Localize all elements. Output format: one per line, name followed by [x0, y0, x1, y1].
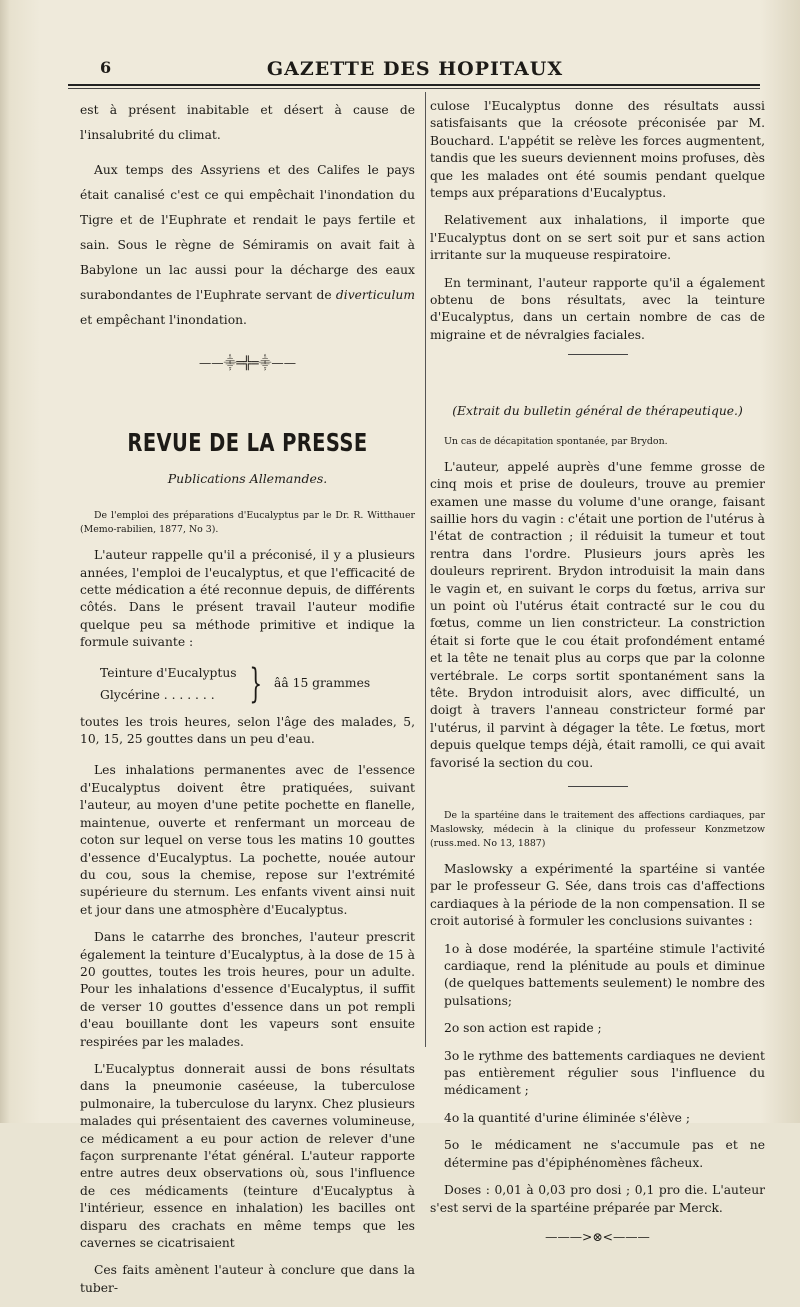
paragraph: Dans le catarrhe des bronches, l'auteur prescrit également la teinture d'Eucalyptus, à la dose de 15 à 20 gouttes, toutes les trois heures, pour un adulte. Pour les inhalations d'essence d'Eucalyptus, il suffit de verser 10 gouttes d'essence dans un pot rempli d'eau bouillante dont les vapeurs sont ensuite respirées par les malades. — [80, 930, 415, 1049]
paragraph: Doses : 0,01 à 0,03 pro dosi ; 0,1 pro die. L'auteur s'est servi de la spartéine préparée par Merck. — [430, 1183, 765, 1215]
section-subtitle: Publications Allemandes. — [167, 470, 328, 486]
article-reference: Un cas de décapitation spontanée, par Brydon. — [444, 435, 668, 447]
ornament-divider: ———>⊗<——— — [545, 1229, 650, 1244]
formula-dose: ââ 15 grammes — [274, 675, 371, 690]
formula-line: Teinture d'Eucalyptus — [100, 665, 237, 680]
paragraph: L'Eucalyptus donnerait aussi de bons résultats dans la pneumonie caséeuse, la tuberculose pulmonaire, la tuberculose du larynx. Chez plusieurs malades qui présentaient des cavernes volumineuse, ce médicament a eu pour action de relever d'une façon surprenante l'état général. L'auteur rapporte entre autres deux observations où, sous l'influence de ces médicaments (teinture d'Eucalyptus à l'intérieur, essence en inhalation) les bacilles ont disparu des crachats en même temps que les cavernes se cicatrisaient — [80, 1061, 415, 1251]
paragraph: Maslowsky a expérimenté la spartéine si vantée par le professeur G. Sée, dans trois cas d'affections cardiaques à la période de la non compensation. Il se croit autorisé à formuler les conclusions suivantes : — [430, 862, 765, 929]
list-item: 3o le rythme des battements cardiaques ne devient pas entièrement régulier sous l'influence du médicament ; — [444, 1048, 765, 1098]
paragraph: Ces faits amènent l'auteur à conclure que dans la tuber- — [80, 1263, 415, 1295]
column-separator — [425, 92, 426, 1047]
journal-title: GAZETTE DES HOPITAUX — [266, 58, 564, 80]
paragraph: L'auteur rappelle qu'il a préconisé, il y a plusieurs années, l'emploi de l'eucalyptus, et que l'efficacité de cette médication a été reconnue depuis, de différents côtés. Dans le présent travail l'auteur modifie quelque peu sa méthode primitive et indique la formule suivante : — [80, 548, 415, 650]
list-item: 1o à dose modérée, la spartéine stimule l'activité cardiaque, rend la plénitude au pouls et diminue (de quelques battements seulement) le nombre des pulsations; — [444, 941, 765, 1008]
header-rule-thin — [68, 88, 760, 89]
paragraph: Relativement aux inhalations, il importe que l'Eucalyptus dont on se sert soit pur et sans action irritante sur la muqueuse respiratoire. — [430, 213, 765, 263]
paragraph: En terminant, l'auteur rapporte qu'il a également obtenu de bons résultats, avec la teinture d'Eucalyptus, dans un certain nombre de cas de migraine et de névralgies faciales. — [430, 275, 765, 342]
formula-line: Glycérine . . . . . . . — [100, 687, 215, 702]
page-number: 6 — [100, 58, 112, 77]
text-run: et empêchant l'inondation. — [80, 313, 247, 327]
conclusions-list — [430, 941, 765, 1172]
page-header — [70, 58, 760, 84]
header-rule — [68, 84, 760, 86]
left-column — [80, 98, 415, 1307]
formula — [100, 662, 415, 706]
paragraph: toutes les trois heures, selon l'âge des malades, 5, 10, 15, 25 gouttes dans un peu d'eau. — [80, 714, 415, 747]
brace-icon: } — [248, 660, 262, 707]
text-run: Aux temps des Assyriens et des Califes le pays était canalisé c'est ce qui empêchait l'inondation du Tigre et de l'Euphrate et rendait le pays fertile et sain. Sous le règne de Sémiramis on avait fait à Babylone un lac aussi pour la décharge des eaux surabondantes de l'Euphrate servant de — [80, 163, 415, 302]
italic-term: diverticulum — [335, 288, 415, 302]
section-title: REVUE DE LA PRESSE — [127, 428, 368, 458]
paragraph: culose l'Eucalyptus donne des résultats aussi satisfaisants que la créosote préconisée par M. Bouchard. L'appétit se relève les forces augmentent, tandis que les sueurs deviennent moins profuses, dès que les malades ont été soumis pendant quelque temps aux préparations d'Eucalyptus. — [430, 99, 765, 201]
paragraph: Les inhalations permanentes avec de l'essence d'Eucalyptus doivent être pratiquées, suivant l'auteur, au moyen d'une petite pochette en flanelle, maintenue, ouverte et renfermant un morceau de coton sur lequel on verse tous les matins 10 gouttes d'essence d'Eucalyptus. La pochette, nouée autour du cou, sous la chemise, repose sur l'extrémité supérieure du sternum. Les enfants vivent ainsi nuit et jour dans une atmosphère d'Eucalyptus. — [80, 763, 415, 917]
list-item: 5o le médicament ne s'accumule pas et ne détermine pas d'épiphénomènes fâcheux. — [444, 1138, 765, 1170]
list-item: 2o son action est rapide ; — [444, 1021, 602, 1036]
paragraph: L'auteur, appelé auprès d'une femme grosse de cinq mois et prise de douleurs, trouve au premier examen une masse du volume d'une orange, faisant saillie hors du vagin : c'était une portion de l'utérus à l'état de contraction ; il réduisit la tumeur et tout rentra dans l'ordre. Plusieurs jours après les douleurs reprirent. Brydon introduisit la main dans le vagin et, en suivant le corps du fœtus, arriva sur un point où l'utérus était contracté sur le cou du fœtus, comme un lien constricteur. La constriction était si forte que le cou était profondément entamé et la tête ne tenait plus au corps que par la colonne vertébrale. Le corps sortit spontanément sans la tête. Brydon introduisit alors, avec difficulté, un doigt à travers l'anneau constricteur formé par l'utérus, il parvint à dégager la tête. Le fœtus, mort depuis quelque temps déjà, était ramolli, ce qui avait favorisé la section du cou. — [430, 459, 765, 770]
divider — [568, 354, 628, 355]
article-reference: De la spartéine dans le traitement des affections cardiaques, par Maslowsky, médecin à la clinique du professeur Konzmetzow (russ.med. No 13, 1887) — [430, 810, 765, 849]
paragraph: est à présent inabitable et désert à cause de l'insalubrité du climat. — [80, 103, 415, 142]
right-column — [430, 98, 765, 1258]
extract-source: (Extrait du bulletin général de thérapeutique.) — [452, 404, 743, 419]
article-reference: De l'emploi des préparations d'Eucalyptus par le Dr. R. Witthauer (Memo-rabilien, 1877, No 3). — [80, 510, 415, 536]
paragraph — [80, 158, 415, 333]
ornament-divider: ——⸎═╬═⸎—— — [198, 356, 297, 370]
divider — [568, 786, 628, 787]
formula-ingredients — [100, 662, 237, 706]
list-item: 4o la quantité d'urine éliminée s'élève ; — [444, 1110, 691, 1125]
